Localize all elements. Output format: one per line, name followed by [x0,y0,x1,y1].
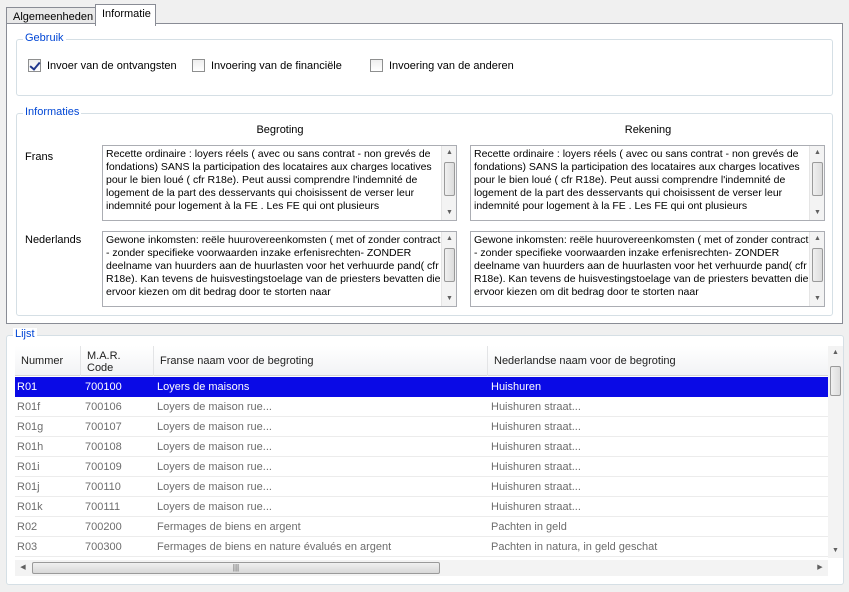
textarea-frans-begroting[interactable] [102,145,457,221]
textarea-text: Gewone inkomsten: reële huurovereenkomsten ( met of zonder contract - zonder specifieke voorwaarden inzake erfenisrechten- ZONDER deelname van huurders aan de huurlasten voor het verhuurde pand( cfr R18e). Kan tevens de huisvestingstoelage van de priesters bevatten die ervoor kiezen om dit bedrag door te storten naar [106,234,441,298]
row-label-frans: Frans [25,151,54,163]
table-row[interactable] [15,377,828,397]
table-row[interactable] [15,457,828,477]
cell-nummer: R01f [17,401,41,413]
scroll-thumb[interactable]: ||| [32,562,440,574]
cell-nl: Huishuren straat... [491,461,581,473]
table-header [15,346,828,376]
group-lijst-title: Lijst [15,328,35,340]
cell-frans: Loyers de maison rue... [157,481,272,493]
scroll-left-icon[interactable]: ◀ [20,564,26,571]
cell-code: 700200 [85,521,122,533]
table-row[interactable] [15,397,828,417]
textarea-text: Gewone inkomsten: reële huurovereenkomsten ( met of zonder contract - zonder specifieke voorwaarden inzake erfenisrechten- ZONDER deelname van huurders aan de huurlasten voor het verhuurde pand( cfr R18e). Kan tevens de huisvestingstoelage van de priesters bevatten die ervoor kiezen om dit bedrag door te storten naar [474,234,809,298]
cell-code: 700300 [85,541,122,553]
vertical-scrollbar[interactable] [441,146,456,220]
checkbox-label: Invoering van de anderen [389,59,514,72]
textarea-nl-begroting[interactable] [102,231,457,307]
scroll-down-icon[interactable]: ▼ [814,209,821,216]
group-gebruik-title: Gebruik [25,32,64,44]
table-row[interactable] [15,477,828,497]
tab-bar [6,4,841,24]
cell-nummer: R02 [17,521,38,533]
tab-algemeenheden[interactable]: Algemeenheden [6,7,96,26]
list-vertical-scrollbar[interactable] [828,346,843,558]
cell-frans: Loyers de maison rue... [157,401,272,413]
tab-panel-informatie [6,23,843,324]
cell-nl: Huishuren straat... [491,421,581,433]
cell-frans: Loyers de maison rue... [157,501,272,513]
cell-code: 700108 [85,441,122,453]
scroll-thumb[interactable] [830,366,841,396]
cell-nummer: R01g [17,421,44,433]
table-row[interactable] [15,437,828,457]
vertical-scrollbar[interactable] [809,146,824,220]
checkbox-box[interactable] [28,59,41,72]
cell-code: 700106 [85,401,122,413]
scroll-down-icon[interactable]: ▼ [446,209,453,216]
group-gebruik [16,32,833,96]
column-header-mar-code-line1: M.A.R. [87,350,121,362]
cell-code: 700111 [85,501,121,513]
cell-nummer: R01h [17,441,44,453]
group-lijst [6,328,844,585]
scroll-up-icon[interactable]: ▲ [814,235,821,242]
cell-nl: Huishuren straat... [491,441,581,453]
checkbox-label: Invoer van de ontvangsten [47,59,177,72]
table-row[interactable] [15,497,828,517]
cell-nummer: R03 [17,541,38,553]
column-header-mar-code[interactable] [81,346,154,376]
table-row[interactable] [15,417,828,437]
cell-frans: Loyers de maison rue... [157,461,272,473]
textarea-nl-rekening[interactable] [470,231,825,307]
cell-nummer: R01 [17,381,38,393]
scroll-down-icon[interactable]: ▼ [832,547,839,554]
scroll-down-icon[interactable]: ▼ [446,295,453,302]
cell-nummer: R01i [17,461,40,473]
scroll-up-icon[interactable]: ▲ [832,349,839,356]
group-informaties-title: Informaties [25,106,80,118]
scroll-up-icon[interactable]: ▲ [814,149,821,156]
cell-nl: Huishuren straat... [491,481,581,493]
column-header-rekening: Rekening [624,124,672,136]
scroll-thumb[interactable] [444,162,455,196]
column-header-nummer[interactable]: Nummer [15,346,81,376]
cell-nummer: R01k [17,501,43,513]
tab-informatie[interactable]: Informatie [95,4,156,26]
scroll-thumb[interactable] [812,162,823,196]
cell-frans: Loyers de maisons [157,381,250,393]
checkbox-box[interactable] [370,59,383,72]
cell-code: 700110 [85,481,121,493]
cell-nl: Pachten in geld [491,521,567,533]
textarea-frans-rekening[interactable] [470,145,825,221]
checkbox-invoer-ontvangsten[interactable] [28,59,177,72]
cell-code: 700100 [85,381,122,393]
column-header-begroting: Begroting [256,124,304,136]
table-row[interactable] [15,537,828,557]
lijst-table [15,346,828,558]
textarea-text: Recette ordinaire : loyers réels ( avec ou sans contrat - non grevés de fondations) SANS la participation des locataires aux charges locatives pour le bien loué ( cfr R18e). Peut aussi comprendre l'indemnité de logement de la part des desservants qui choisissent de verser leur indemnité pour logement à la FE . Les FE qui ont plusieurs [474,148,800,212]
cell-frans: Fermages de biens en nature évalués en argent [157,541,392,553]
scroll-up-icon[interactable]: ▲ [446,235,453,242]
scroll-thumb[interactable] [812,248,823,282]
scroll-down-icon[interactable]: ▼ [814,295,821,302]
cell-nl: Huishuren straat... [491,401,581,413]
scroll-thumb[interactable] [444,248,455,282]
cell-nl: Huishuren [491,381,542,393]
table-row[interactable] [15,517,828,537]
checkbox-invoering-anderen[interactable] [370,59,514,72]
cell-frans: Loyers de maison rue... [157,441,272,453]
vertical-scrollbar[interactable] [809,232,824,306]
row-label-nederlands: Nederlands [25,234,82,246]
column-header-frans[interactable]: Franse naam voor de begroting [154,346,488,376]
group-informaties [16,106,833,316]
cell-code: 700107 [85,421,122,433]
cell-nummer: R01j [17,481,40,493]
checkbox-box[interactable] [192,59,205,72]
vertical-scrollbar[interactable] [441,232,456,306]
checkbox-invoering-financiele[interactable] [192,59,342,72]
cell-code: 700109 [85,461,122,473]
column-header-nl[interactable]: Nederlandse naam voor de begroting [494,355,676,367]
checkbox-label: Invoering van de financiële [211,59,342,72]
textarea-text: Recette ordinaire : loyers réels ( avec ou sans contrat - non grevés de fondations) SANS la participation des locataires aux charges locatives pour le bien loué ( cfr R18e). Peut aussi comprendre l'indemnité de logement de la part des desservants qui choisissent de verser leur indemnité pour logement à la FE . Les FE qui ont plusieurs [106,148,432,212]
cell-frans: Loyers de maison rue... [157,421,272,433]
cell-nl: Huishuren straat... [491,501,581,513]
cell-frans: Fermages de biens en argent [157,521,301,533]
cell-nl: Pachten in natura, in geld geschat [491,541,658,553]
list-horizontal-scrollbar[interactable] [15,560,828,576]
column-header-mar-code-line2: Code [87,362,114,374]
scroll-up-icon[interactable]: ▲ [446,149,453,156]
scroll-right-icon[interactable]: ▶ [817,564,823,571]
